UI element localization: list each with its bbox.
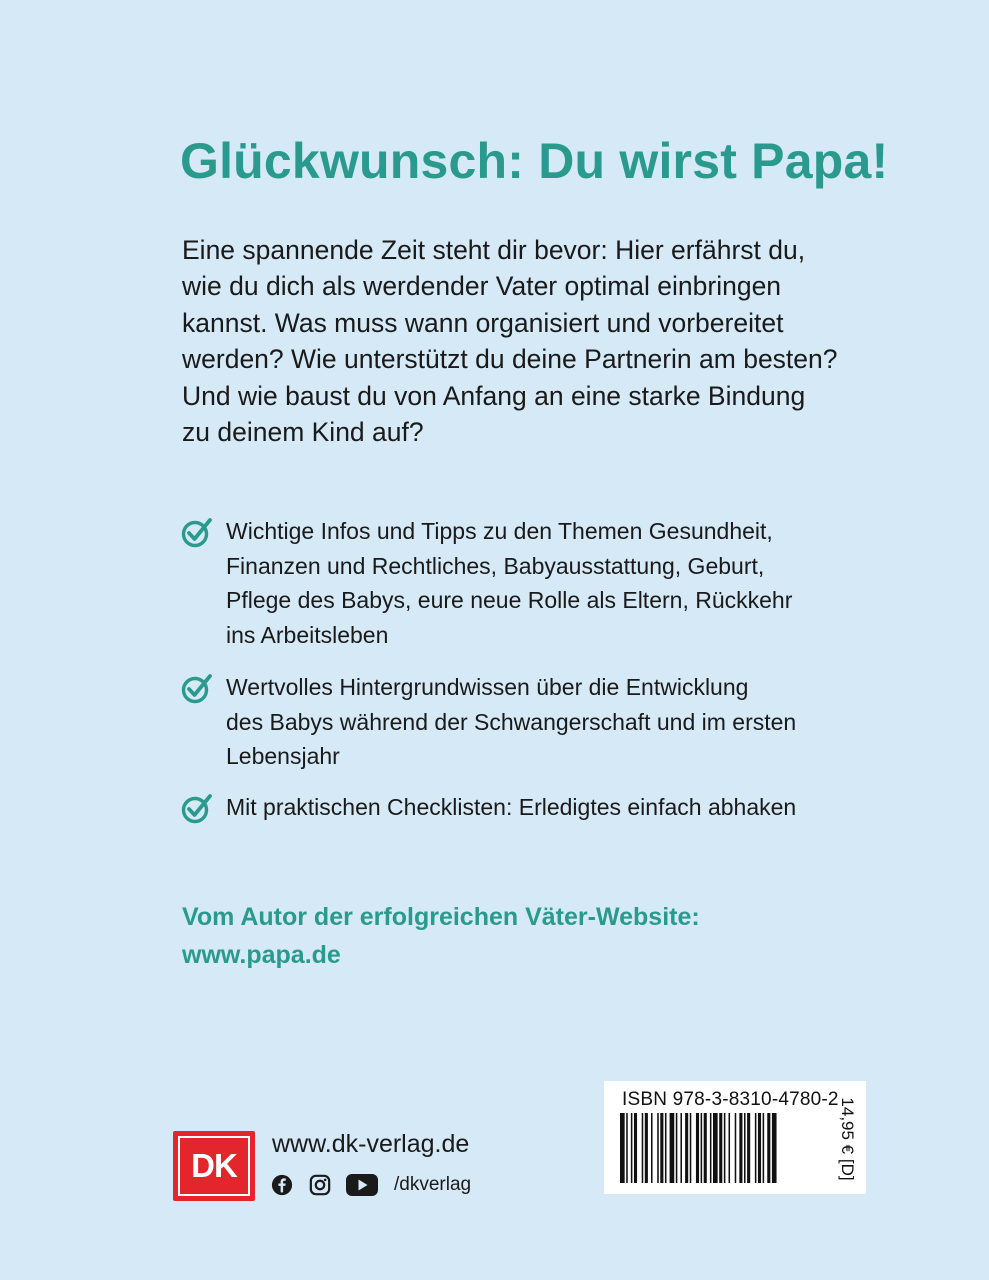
- barcode-bar: [696, 1113, 699, 1183]
- intro-line: Und wie baust du von Anfang an eine starke Bindung: [182, 380, 806, 411]
- barcode-bar: [719, 1113, 722, 1183]
- isbn-barcode-box: [604, 1081, 866, 1194]
- barcode-bar: [657, 1113, 659, 1183]
- barcode-bar: [634, 1113, 637, 1183]
- feature-line: Lebensjahr: [226, 743, 340, 769]
- price-label-wrap: [836, 1091, 858, 1187]
- isbn-number: ISBN 978-3-8310-4780-2: [622, 1089, 839, 1110]
- feature-line: Mit praktischen Checklisten: Erledigtes einfach abhaken: [226, 794, 797, 820]
- youtube-icon[interactable]: [346, 1173, 378, 1197]
- title: Glückwunsch: Du wirst Papa!: [180, 133, 889, 189]
- barcode-bar: [763, 1113, 765, 1183]
- barcode-bar: [755, 1113, 757, 1183]
- dk-logo: [173, 1131, 255, 1201]
- facebook-icon[interactable]: [270, 1173, 294, 1197]
- barcode-bar: [747, 1113, 750, 1183]
- checkmark-icon: [180, 516, 214, 550]
- barcode-bar: [713, 1113, 718, 1183]
- barcode-bar: [704, 1113, 707, 1183]
- publisher-website-link[interactable]: www.dk-verlag.de: [272, 1130, 470, 1158]
- instagram-icon[interactable]: [308, 1173, 332, 1197]
- barcode-bar: [772, 1113, 777, 1183]
- barcode-bar: [680, 1113, 682, 1183]
- barcode-bar: [739, 1113, 742, 1183]
- feature-line: Wertvolles Hintergrundwissen über die Entwicklung: [226, 674, 749, 700]
- dk-logo-text: DK: [191, 1147, 237, 1184]
- barcode-bar: [665, 1113, 667, 1183]
- author-text: Vom Autor der erfolgreichen Väter-Website:: [182, 903, 700, 931]
- barcode: [620, 1113, 832, 1183]
- barcode-bar: [710, 1113, 712, 1183]
- barcode-bar: [670, 1113, 675, 1183]
- barcode-bar: [631, 1113, 633, 1183]
- feature-item: [180, 790, 796, 825]
- intro-paragraph: [182, 232, 882, 450]
- barcode-bar: [744, 1113, 746, 1183]
- barcode-bar: [724, 1113, 726, 1183]
- feature-line: Wichtige Infos und Tipps zu den Themen Gesundheit,: [226, 518, 773, 544]
- checkmark-icon: [180, 672, 214, 706]
- feature-item: [180, 514, 792, 652]
- intro-line: zu deinem Kind auf?: [182, 417, 424, 448]
- barcode-bar: [676, 1113, 678, 1183]
- intro-line: werden? Wie unterstützt du deine Partnerin am besten?: [182, 344, 838, 375]
- barcode-bar: [690, 1113, 692, 1183]
- social-links: [270, 1172, 471, 1198]
- barcode-bar: [651, 1113, 653, 1183]
- barcode-bar: [645, 1113, 648, 1183]
- feature-item: [180, 670, 796, 774]
- barcode-bar: [642, 1113, 644, 1183]
- barcode-bar: [660, 1113, 663, 1183]
- intro-line: Eine spannende Zeit steht dir bevor: Hier erfährst du,: [182, 235, 806, 265]
- barcode-bar: [626, 1113, 628, 1183]
- barcode-bar: [620, 1113, 625, 1183]
- barcode-bar: [735, 1113, 737, 1183]
- intro-line: kannst. Was muss wann organisiert und vorbereitet: [182, 307, 784, 338]
- barcode-bar: [729, 1113, 731, 1183]
- checkmark-icon: [180, 792, 214, 826]
- social-handle: /dkverlag: [394, 1174, 472, 1195]
- feature-line: des Babys während der Schwangerschaft und im ersten: [226, 708, 797, 735]
- feature-line: Finanzen und Rechtliches, Babyausstattung, Geburt,: [226, 552, 765, 579]
- author-note: [182, 898, 700, 974]
- feature-line: ins Arbeitsleben: [226, 621, 389, 648]
- barcode-bar: [685, 1113, 688, 1183]
- barcode-bar: [701, 1113, 703, 1183]
- barcode-bar: [758, 1113, 761, 1183]
- feature-line: Pflege des Babys, eure neue Rolle als Eltern, Rückkehr: [226, 587, 793, 613]
- papa-website-link[interactable]: www.papa.de: [182, 941, 341, 969]
- intro-line: wie du dich als werdender Vater optimal einbringen: [182, 271, 782, 302]
- dk-logo-frame: [178, 1136, 250, 1196]
- price-label: 14,95 € [D]: [838, 1097, 857, 1181]
- barcode-bar: [767, 1113, 770, 1183]
